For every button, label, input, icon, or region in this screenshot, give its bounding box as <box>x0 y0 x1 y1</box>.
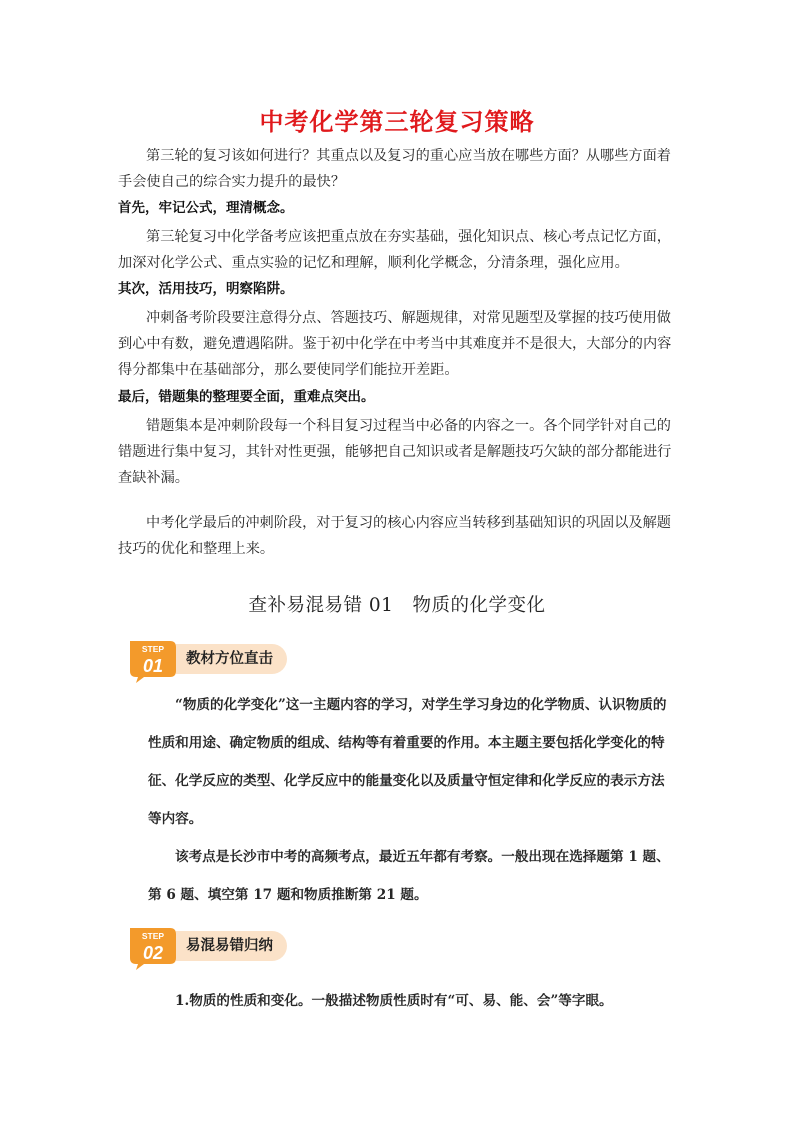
point-paragraph-2 <box>118 305 678 383</box>
step-01-badge-icon <box>126 637 180 683</box>
step-01-word: STEP <box>141 644 165 654</box>
point-text-1: 第三轮复习中化学备考应该把重点放在夯实基础，强化知识点、核心考点记忆方面，加深对化学公式、重点实验的记忆和理解，顺利化学概念，分清条理，强化应用。 <box>118 229 671 271</box>
step-01-paragraph-1 <box>148 686 678 838</box>
point-text-2: 冲刺备考阶段要注意得分点、答题技巧、解题规律，对常见题型及掌握的技巧使用做到心中有数，避免遭遇陷阱。鉴于初中化学在中考当中其难度并不是很大，大部分的内容得分都集中在基础部分，那么要使同学们能拉开差距。 <box>118 310 672 378</box>
step-02-number: 02 <box>142 943 164 963</box>
step-02-word: STEP <box>141 931 165 941</box>
section-title: 查补易混易错 01 物质的化学变化 <box>248 595 546 616</box>
point-heading-3: 最后，错题集的整理要全面，重难点突出。 <box>118 389 375 405</box>
step-02-item-1: 1.物质的性质和变化。一般描述物质性质时有“可、易、能、会”等字眼。 <box>175 993 613 1009</box>
point-text-3: 错题集本是冲刺阶段每一个科目复习过程当中必备的内容之一。各个同学针对自己的错题进行集中复习，其针对性更强，能够把自己知识或者是解题技巧欠缺的部分都能进行查缺补漏。 <box>118 418 672 486</box>
conclusion-paragraph <box>118 510 678 562</box>
point-heading-1: 首先，牢记公式，理清概念。 <box>118 200 294 216</box>
step-01-paragraph-2 <box>148 838 678 914</box>
step-01-header <box>126 637 426 683</box>
step-02-header <box>126 924 426 970</box>
step-01-text-2: 该考点是长沙市中考的高频考点，最近五年都有考察。一般出现在选择题第 1 题、第 6 题、填空第 17 题和物质推断第 21 题。 <box>148 849 670 903</box>
intro-paragraph <box>118 143 678 195</box>
step-02-badge-icon <box>126 924 180 970</box>
intro-text: 第三轮的复习该如何进行？其重点以及复习的重心应当放在哪些方面？从哪些方面着手会使自己的综合实力提升的最快？ <box>118 148 671 190</box>
point-paragraph-1 <box>118 224 678 276</box>
point-heading-2: 其次，活用技巧，明察陷阱。 <box>118 281 294 297</box>
conclusion-text: 中考化学最后的冲刺阶段，对于复习的核心内容应当转移到基础知识的巩固以及解题技巧的优化和整理上来。 <box>118 515 671 557</box>
step-01-number: 01 <box>142 656 164 676</box>
step-01-label: 教材方位直击 <box>176 644 287 674</box>
step-01-text-1: “物质的化学变化”这一主题内容的学习，对学生学习身边的化学物质、认识物质的性质和用途、确定物质的组成、结构等有着重要的作用。本主题主要包括化学变化的特征、化学反应的类型、化学反应中的能量变化以及质量守恒定律和化学反应的表示方法等内容。 <box>148 697 667 827</box>
document-title: 中考化学第三轮复习策略 <box>259 108 535 136</box>
step-02-label: 易混易错归纳 <box>176 931 287 961</box>
point-paragraph-3 <box>118 413 678 491</box>
